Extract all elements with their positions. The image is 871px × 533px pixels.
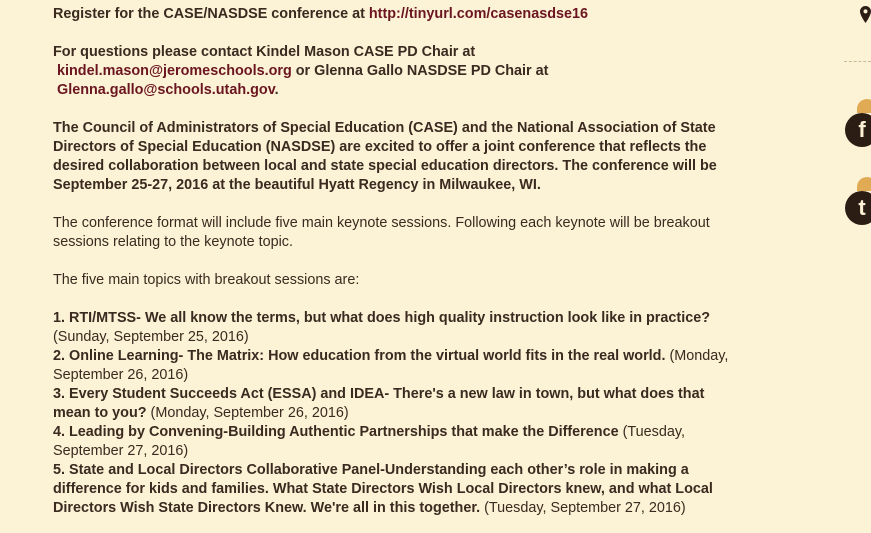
topic-title: 1. RTI/MTSS- We all know the terms, but what does high quality instruction look like in practice? [53,310,710,326]
topic-date: (Tuesday, September 27, 2016) [480,500,686,516]
topic-date: (Sunday, September 25, 2016) [53,329,249,345]
social-sidebar [840,0,871,533]
main-content [53,5,743,518]
list-item [53,461,743,518]
contact-paragraph [53,43,743,100]
twitter-icon[interactable]: t [845,191,871,225]
list-item [53,385,743,423]
contact-end: . [274,82,279,98]
email-kindel-link[interactable]: kindel.mason@jeromeschools.org [57,63,292,79]
register-link[interactable]: http://tinyurl.com/casenasdse16 [368,6,589,22]
register-text: Register for the CASE/NASDSE conference at [53,6,369,22]
topics-heading: The five main topics with breakout sessions are: [53,272,360,288]
topic-date: (Tuesday, September 27, 2016) [53,424,685,459]
topic-title: 3. Every Student Succeeds Act (ESSA) and IDEA- There's a new law in town, but what does that mean to you? [53,386,705,421]
topic-title: 4. Leading by Convening-Building Authentic Partnerships that make the Difference [53,424,619,440]
map-pin-icon[interactable] [860,6,871,28]
topic-date: (Monday, September 26, 2016) [146,405,349,421]
topic-title: 5. State and Local Directors Collaborative Panel-Understanding each other’s role in making a difference for kids and families. What State Directors Wish Local Directors knew, and what Local Directors Wish State Directors Knew. We're all in this together. [53,462,713,516]
topic-date: (Monday, September 26, 2016) [53,348,729,383]
topic-title: 2. Online Learning- The Matrix: How education from the virtual world fits in the real world. [53,348,666,364]
intro-paragraph: The Council of Administrators of Special Education (CASE) and the National Association of State Directors of Special Education (NASDSE) are excited to offer a joint conference that reflects the desired collaboration between local and state special education directors. The conference will be September 25-27, 2016 at the beautiful Hyatt Regency in Milwaukee, WI. [53,120,717,193]
contact-line1: For questions please contact Kindel Mason CASE PD Chair at [53,44,476,60]
list-item [53,423,743,461]
divider [844,61,871,62]
list-item [53,347,743,385]
list-item [53,309,743,347]
format-paragraph: The conference format will include five main keynote sessions. Following each keynote will be breakout sessions relating to the keynote topic. [53,215,710,250]
topics-list [53,309,743,518]
contact-mid: or Glenna Gallo NASDSE PD Chair at [291,63,549,79]
facebook-icon[interactable]: f [845,113,871,147]
email-glenna-link[interactable]: Glenna.gallo@schools.utah.gov [57,82,275,98]
register-line [53,5,743,24]
